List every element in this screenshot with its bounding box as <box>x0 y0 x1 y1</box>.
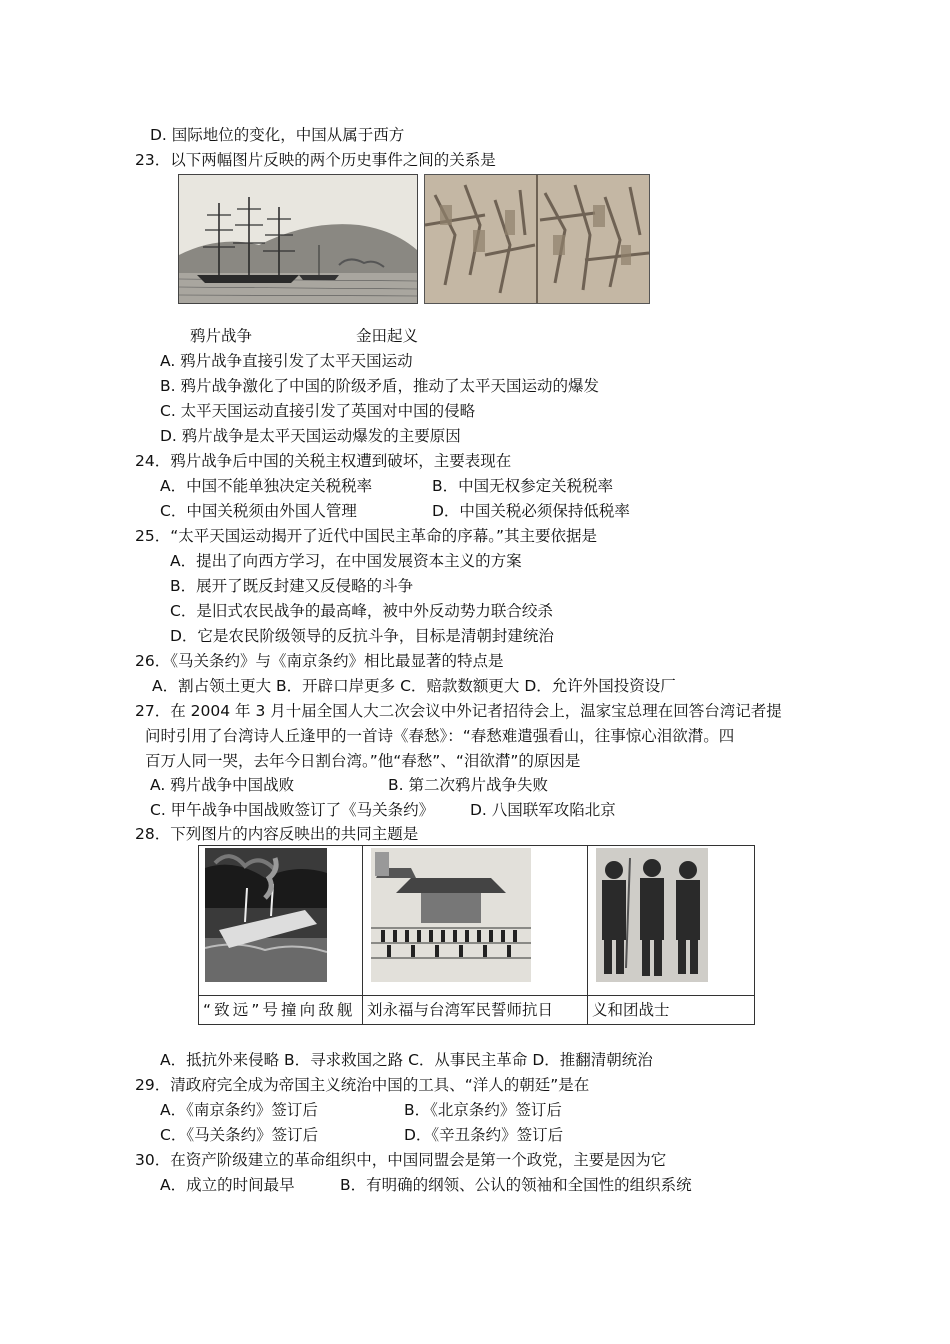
q28-caption-zhiyuan: “致远”号撞向敌舰 <box>203 1001 356 1019</box>
q24-option-c: C．中国关税须由外国人管理 <box>160 502 357 520</box>
q30-option-a: A．成立的时间最早 <box>160 1176 295 1194</box>
q27-stem-line2: 问时引用了台湾诗人丘逢甲的一首诗《春愁》：“春愁难遣强看山，往事惊心泪欲潸。四 <box>145 727 735 745</box>
q25-option-c: C．是旧式农民战争的最高峰，被中外反动势力联合绞杀 <box>170 602 553 620</box>
q29-option-a: A．《南京条约》签订后 <box>160 1101 318 1119</box>
zhiyuan-ship-photo <box>205 848 327 982</box>
q23-caption-jintian: 金田起义 <box>356 327 419 345</box>
q23-option-a: A. 鸦片战争直接引发了太平天国运动 <box>160 352 413 370</box>
q22-option-d: D. 国际地位的变化，中国从属于西方 <box>150 126 405 144</box>
jintian-uprising-relief-photo <box>424 174 650 304</box>
q24-option-a: A．中国不能单独决定关税税率 <box>160 477 373 495</box>
q26-options: A．割占领土更大 B．开辟口岸更多 C．赔款数额更大 D．允许外国投资设厂 <box>152 677 676 695</box>
q24-stem: 24．鸦片战争后中国的关税主权遭到破坏，主要表现在 <box>135 452 512 470</box>
q23-caption-opium-war: 鸦片战争 <box>190 327 253 345</box>
q28-photo-cell-3 <box>588 846 755 996</box>
q26-stem: 26．《马关条约》与《南京条约》相比最显著的特点是 <box>135 652 504 670</box>
opium-war-ship-photo <box>178 174 418 304</box>
q25-option-d: D．它是农民阶级领导的反抗斗争，目标是清朝封建统治 <box>170 627 554 645</box>
q30-option-b: B．有明确的纲领、公认的领袖和全国性的组织系统 <box>340 1176 692 1194</box>
q30-stem: 30．在资产阶级建立的革命组织中，中国同盟会是第一个政党，主要是因为它 <box>135 1151 667 1169</box>
q27-stem-line3: 百万人同一哭，去年今日割台湾。”他“春愁”、“泪欲潸”的原因是 <box>145 752 581 770</box>
q27-option-d: D. 八国联军攻陷北京 <box>470 801 616 819</box>
liu-yongfu-oath-photo <box>371 848 531 982</box>
q25-option-b: B．展开了既反封建又反侵略的斗争 <box>170 577 414 595</box>
q28-options: A．抵抗外来侵略 B．寻求救国之路 C．从事民主革命 D．推翻清朝统治 <box>160 1051 653 1069</box>
q23-option-d: D. 鸦片战争是太平天国运动爆发的主要原因 <box>160 427 461 445</box>
q25-option-a: A．提出了向西方学习，在中国发展资本主义的方案 <box>170 552 522 570</box>
q29-option-c: C．《马关条约》签订后 <box>160 1126 319 1144</box>
q29-stem: 29．清政府完全成为帝国主义统治中国的工具、“洋人的朝廷”是在 <box>135 1076 590 1094</box>
q23-option-c: C. 太平天国运动直接引发了英国对中国的侵略 <box>160 402 476 420</box>
q28-image-table <box>198 845 755 1025</box>
q24-option-b: B．中国无权参定关税税率 <box>432 477 614 495</box>
boxer-fighters-photo <box>596 848 708 982</box>
q23-option-b: B. 鸦片战争激化了中国的阶级矛盾，推动了太平天国运动的爆发 <box>160 377 599 395</box>
q27-option-a: A. 鸦片战争中国战败 <box>150 776 295 794</box>
q28-stem: 28．下列图片的内容反映出的共同主题是 <box>135 825 419 843</box>
q27-option-c: C. 甲午战争中国战败签订了《马关条约》 <box>150 801 435 819</box>
q27-option-b: B. 第二次鸦片战争失败 <box>388 776 548 794</box>
q27-stem-line1: 27．在 2004 年 3 月十届全国人大二次会议中外记者招待会上，温家宝总理在回答台湾记者提 <box>135 702 782 720</box>
q28-caption-boxers: 义和团战士 <box>592 1001 670 1019</box>
q25-stem: 25．“太平天国运动揭开了近代中国民主革命的序幕。”其主要依据是 <box>135 527 598 545</box>
q29-option-d: D．《辛丑条约》签订后 <box>404 1126 564 1144</box>
q28-photo-cell-1 <box>199 846 363 996</box>
q28-caption-liu-yongfu: 刘永福与台湾军民誓师抗日 <box>367 1001 554 1019</box>
q29-option-b: B．《北京条约》签订后 <box>404 1101 562 1119</box>
q24-option-d: D．中国关税必须保持低税率 <box>432 502 630 520</box>
q23-stem: 23．以下两幅图片反映的两个历史事件之间的关系是 <box>135 151 496 169</box>
q28-photo-cell-2 <box>363 846 588 996</box>
